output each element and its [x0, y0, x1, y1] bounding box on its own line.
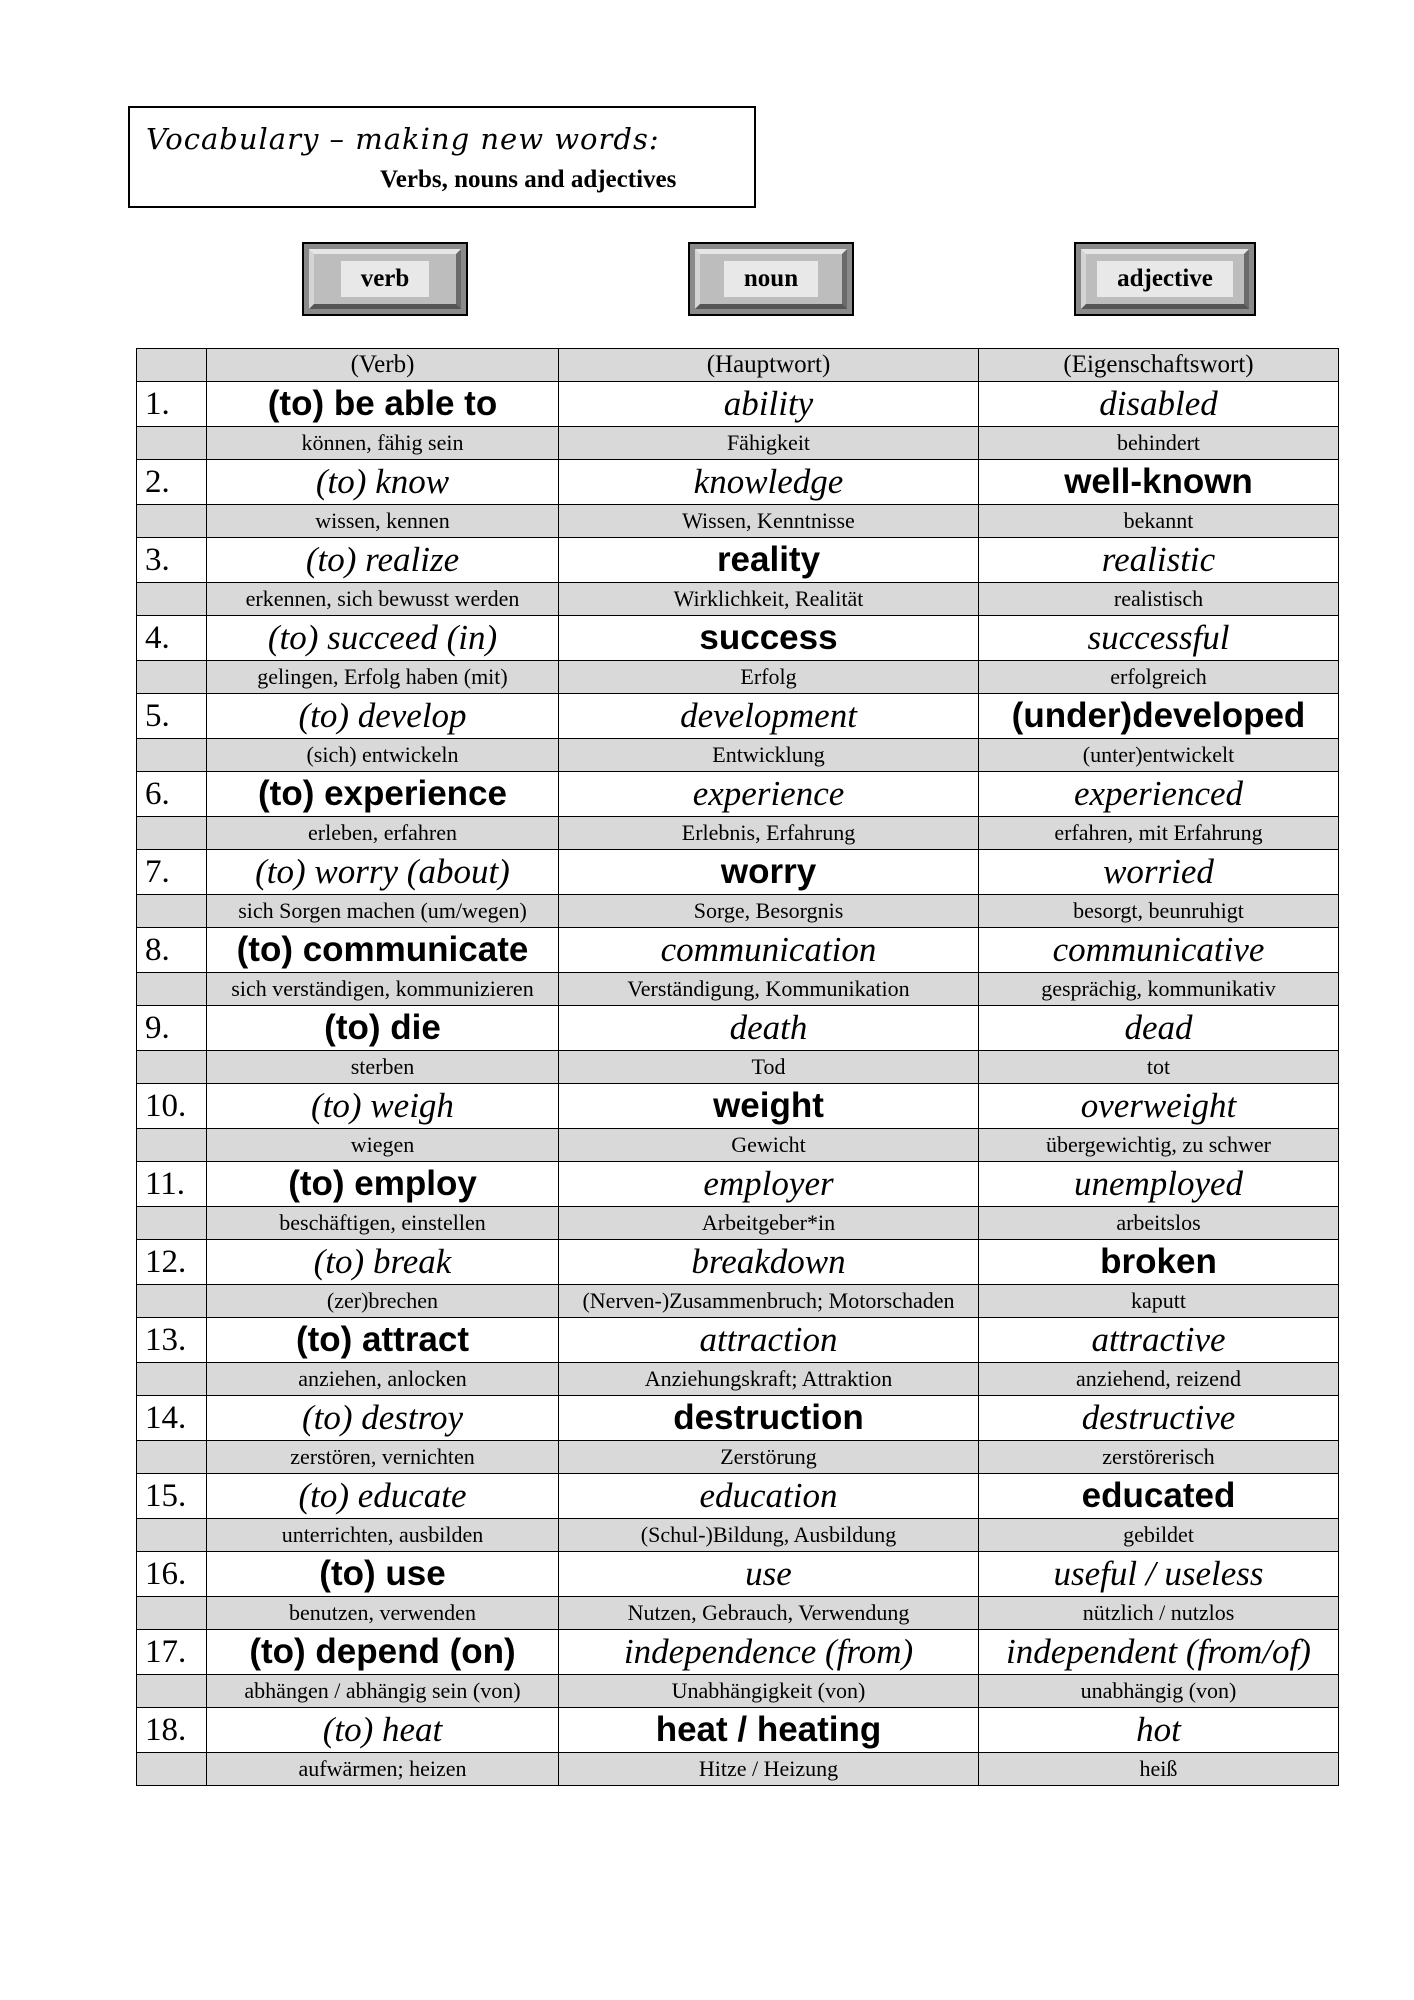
- verb-cell: (to) weigh: [207, 1084, 559, 1129]
- adjective-translation: erfahren, mit Erfahrung: [979, 817, 1339, 850]
- translation-number-cell: [137, 1753, 207, 1786]
- adjective-translation: realistisch: [979, 583, 1339, 616]
- header-adjective: (Eigenschaftswort): [979, 349, 1339, 382]
- adjective-cell: realistic: [979, 538, 1339, 583]
- noun-cell: weight: [559, 1084, 979, 1129]
- translation-number-cell: [137, 1675, 207, 1708]
- adjective-translation: nützlich / nutzlos: [979, 1597, 1339, 1630]
- adjective-translation: zerstörerisch: [979, 1441, 1339, 1474]
- noun-cell: heat / heating: [559, 1708, 979, 1753]
- row-number: 6.: [137, 772, 207, 817]
- adjective-cell: broken: [979, 1240, 1339, 1285]
- row-number: 15.: [137, 1474, 207, 1519]
- adjective-translation: behindert: [979, 427, 1339, 460]
- adjective-cell: independent (from/of): [979, 1630, 1339, 1675]
- translation-number-cell: [137, 1441, 207, 1474]
- noun-translation: (Nerven-)Zusammenbruch; Motorschaden: [559, 1285, 979, 1318]
- noun-translation: Anziehungskraft; Attraktion: [559, 1363, 979, 1396]
- translation-row: [137, 739, 1339, 772]
- verb-cell: (to) attract: [207, 1318, 559, 1363]
- verb-cell: (to) be able to: [207, 382, 559, 427]
- noun-cell: employer: [559, 1162, 979, 1207]
- translation-number-cell: [137, 1363, 207, 1396]
- table-row: [137, 1474, 1339, 1519]
- translation-row: [137, 895, 1339, 928]
- adjective-translation: kaputt: [979, 1285, 1339, 1318]
- adjective-cell: well-known: [979, 460, 1339, 505]
- row-number: 5.: [137, 694, 207, 739]
- noun-translation: Entwicklung: [559, 739, 979, 772]
- translation-row: [137, 1285, 1339, 1318]
- verb-cell: (to) succeed (in): [207, 616, 559, 661]
- table-row: [137, 1396, 1339, 1441]
- translation-number-cell: [137, 1519, 207, 1552]
- noun-translation: Erfolg: [559, 661, 979, 694]
- table-row: [137, 850, 1339, 895]
- noun-translation: (Schul-)Bildung, Ausbildung: [559, 1519, 979, 1552]
- adjective-translation: arbeitslos: [979, 1207, 1339, 1240]
- verb-translation: beschäftigen, einstellen: [207, 1207, 559, 1240]
- noun-translation: Hitze / Heizung: [559, 1753, 979, 1786]
- translation-number-cell: [137, 817, 207, 850]
- noun-cell: education: [559, 1474, 979, 1519]
- noun-cell: experience: [559, 772, 979, 817]
- table-row: [137, 1162, 1339, 1207]
- header-noun: (Hauptwort): [559, 349, 979, 382]
- noun-translation: Nutzen, Gebrauch, Verwendung: [559, 1597, 979, 1630]
- translation-row: [137, 1129, 1339, 1162]
- verb-cell: (to) realize: [207, 538, 559, 583]
- verb-translation: gelingen, Erfolg haben (mit): [207, 661, 559, 694]
- title-box: [128, 106, 756, 208]
- header-verb: (Verb): [207, 349, 559, 382]
- translation-row: [137, 661, 1339, 694]
- adjective-translation: (unter)entwickelt: [979, 739, 1339, 772]
- verb-translation: aufwärmen; heizen: [207, 1753, 559, 1786]
- adjective-translation: tot: [979, 1051, 1339, 1084]
- verb-translation: unterrichten, ausbilden: [207, 1519, 559, 1552]
- table-row: [137, 1084, 1339, 1129]
- noun-translation: Sorge, Besorgnis: [559, 895, 979, 928]
- translation-number-cell: [137, 427, 207, 460]
- table-row: [137, 1708, 1339, 1753]
- noun-translation: Verständigung, Kommunikation: [559, 973, 979, 1006]
- verb-cell: (to) depend (on): [207, 1630, 559, 1675]
- translation-row: [137, 505, 1339, 538]
- translation-row: [137, 973, 1339, 1006]
- noun-cell: worry: [559, 850, 979, 895]
- noun-cell: knowledge: [559, 460, 979, 505]
- translation-row: [137, 1207, 1339, 1240]
- verb-cell: (to) employ: [207, 1162, 559, 1207]
- adjective-translation: gebildet: [979, 1519, 1339, 1552]
- noun-translation: Zerstörung: [559, 1441, 979, 1474]
- translation-row: [137, 583, 1339, 616]
- adjective-cell: destructive: [979, 1396, 1339, 1441]
- noun-translation: Unabhängigkeit (von): [559, 1675, 979, 1708]
- verb-cell: (to) use: [207, 1552, 559, 1597]
- verb-translation: (zer)brechen: [207, 1285, 559, 1318]
- row-number: 18.: [137, 1708, 207, 1753]
- translation-number-cell: [137, 895, 207, 928]
- translation-number-cell: [137, 739, 207, 772]
- translation-row: [137, 1051, 1339, 1084]
- translation-number-cell: [137, 973, 207, 1006]
- verb-cell: (to) worry (about): [207, 850, 559, 895]
- adjective-cell: attractive: [979, 1318, 1339, 1363]
- verb-translation: erkennen, sich bewusst werden: [207, 583, 559, 616]
- translation-row: [137, 1363, 1339, 1396]
- verb-cell: (to) heat: [207, 1708, 559, 1753]
- translation-row: [137, 1519, 1339, 1552]
- row-number: 12.: [137, 1240, 207, 1285]
- table-row: [137, 928, 1339, 973]
- verb-translation: abhängen / abhängig sein (von): [207, 1675, 559, 1708]
- table-row: [137, 1006, 1339, 1051]
- table-row: [137, 616, 1339, 661]
- verb-cell: (to) die: [207, 1006, 559, 1051]
- verb-label-box: [302, 242, 468, 316]
- adjective-translation: erfolgreich: [979, 661, 1339, 694]
- row-number: 7.: [137, 850, 207, 895]
- header-number-cell: [137, 349, 207, 382]
- row-number: 3.: [137, 538, 207, 583]
- adjective-translation: gesprächig, kommunikativ: [979, 973, 1339, 1006]
- noun-translation: Tod: [559, 1051, 979, 1084]
- noun-label: noun: [724, 261, 818, 297]
- adjective-label-box: [1074, 242, 1256, 316]
- adjective-cell: educated: [979, 1474, 1339, 1519]
- noun-cell: breakdown: [559, 1240, 979, 1285]
- noun-translation: Wissen, Kenntnisse: [559, 505, 979, 538]
- verb-translation: zerstören, vernichten: [207, 1441, 559, 1474]
- noun-cell: attraction: [559, 1318, 979, 1363]
- row-number: 14.: [137, 1396, 207, 1441]
- table-row: [137, 1318, 1339, 1363]
- adjective-cell: communicative: [979, 928, 1339, 973]
- verb-cell: (to) develop: [207, 694, 559, 739]
- adjective-translation: bekannt: [979, 505, 1339, 538]
- adjective-translation: besorgt, beunruhigt: [979, 895, 1339, 928]
- adjective-label: adjective: [1097, 261, 1233, 297]
- verb-translation: sich Sorgen machen (um/wegen): [207, 895, 559, 928]
- noun-cell: success: [559, 616, 979, 661]
- table-header-row: [137, 349, 1339, 382]
- adjective-translation: unabhängig (von): [979, 1675, 1339, 1708]
- noun-label-box: [688, 242, 854, 316]
- row-number: 13.: [137, 1318, 207, 1363]
- verb-translation: wissen, kennen: [207, 505, 559, 538]
- translation-row: [137, 1441, 1339, 1474]
- page-title: Vocabulary – making new words:: [146, 122, 660, 156]
- row-number: 10.: [137, 1084, 207, 1129]
- translation-number-cell: [137, 1285, 207, 1318]
- translation-row: [137, 427, 1339, 460]
- row-number: 17.: [137, 1630, 207, 1675]
- translation-row: [137, 817, 1339, 850]
- noun-translation: Wirklichkeit, Realität: [559, 583, 979, 616]
- verb-translation: sterben: [207, 1051, 559, 1084]
- verb-cell: (to) destroy: [207, 1396, 559, 1441]
- table-row: [137, 1552, 1339, 1597]
- table-row: [137, 538, 1339, 583]
- row-number: 9.: [137, 1006, 207, 1051]
- verb-cell: (to) communicate: [207, 928, 559, 973]
- noun-cell: independence (from): [559, 1630, 979, 1675]
- noun-translation: Erlebnis, Erfahrung: [559, 817, 979, 850]
- noun-cell: development: [559, 694, 979, 739]
- verb-cell: (to) break: [207, 1240, 559, 1285]
- translation-row: [137, 1597, 1339, 1630]
- translation-number-cell: [137, 1051, 207, 1084]
- table-row: [137, 460, 1339, 505]
- adjective-cell: experienced: [979, 772, 1339, 817]
- row-number: 1.: [137, 382, 207, 427]
- verb-translation: wiegen: [207, 1129, 559, 1162]
- row-number: 11.: [137, 1162, 207, 1207]
- row-number: 2.: [137, 460, 207, 505]
- verb-translation: erleben, erfahren: [207, 817, 559, 850]
- adjective-cell: successful: [979, 616, 1339, 661]
- table-row: [137, 1240, 1339, 1285]
- adjective-cell: (under)developed: [979, 694, 1339, 739]
- translation-row: [137, 1675, 1339, 1708]
- translation-number-cell: [137, 661, 207, 694]
- adjective-cell: useful / useless: [979, 1552, 1339, 1597]
- verb-translation: benutzen, verwenden: [207, 1597, 559, 1630]
- noun-translation: Gewicht: [559, 1129, 979, 1162]
- verb-translation: sich verständigen, kommunizieren: [207, 973, 559, 1006]
- verb-cell: (to) experience: [207, 772, 559, 817]
- noun-cell: use: [559, 1552, 979, 1597]
- adjective-cell: dead: [979, 1006, 1339, 1051]
- page-subtitle: Verbs, nouns and adjectives: [380, 166, 677, 193]
- verb-translation: anziehen, anlocken: [207, 1363, 559, 1396]
- adjective-cell: unemployed: [979, 1162, 1339, 1207]
- verb-cell: (to) know: [207, 460, 559, 505]
- adjective-translation: übergewichtig, zu schwer: [979, 1129, 1339, 1162]
- translation-number-cell: [137, 505, 207, 538]
- verb-label: verb: [341, 261, 430, 297]
- table-row: [137, 772, 1339, 817]
- table-row: [137, 1630, 1339, 1675]
- noun-cell: reality: [559, 538, 979, 583]
- noun-cell: destruction: [559, 1396, 979, 1441]
- adjective-cell: hot: [979, 1708, 1339, 1753]
- noun-cell: communication: [559, 928, 979, 973]
- translation-number-cell: [137, 1207, 207, 1240]
- verb-translation: können, fähig sein: [207, 427, 559, 460]
- adjective-cell: overweight: [979, 1084, 1339, 1129]
- row-number: 8.: [137, 928, 207, 973]
- translation-number-cell: [137, 1597, 207, 1630]
- adjective-translation: anziehend, reizend: [979, 1363, 1339, 1396]
- verb-cell: (to) educate: [207, 1474, 559, 1519]
- row-number: 16.: [137, 1552, 207, 1597]
- vocabulary-table: [136, 348, 1339, 1786]
- adjective-cell: disabled: [979, 382, 1339, 427]
- verb-translation: (sich) entwickeln: [207, 739, 559, 772]
- noun-translation: Arbeitgeber*in: [559, 1207, 979, 1240]
- translation-number-cell: [137, 1129, 207, 1162]
- adjective-translation: heiß: [979, 1753, 1339, 1786]
- row-number: 4.: [137, 616, 207, 661]
- translation-row: [137, 1753, 1339, 1786]
- translation-number-cell: [137, 583, 207, 616]
- table-row: [137, 382, 1339, 427]
- table-row: [137, 694, 1339, 739]
- noun-cell: death: [559, 1006, 979, 1051]
- noun-cell: ability: [559, 382, 979, 427]
- adjective-cell: worried: [979, 850, 1339, 895]
- noun-translation: Fähigkeit: [559, 427, 979, 460]
